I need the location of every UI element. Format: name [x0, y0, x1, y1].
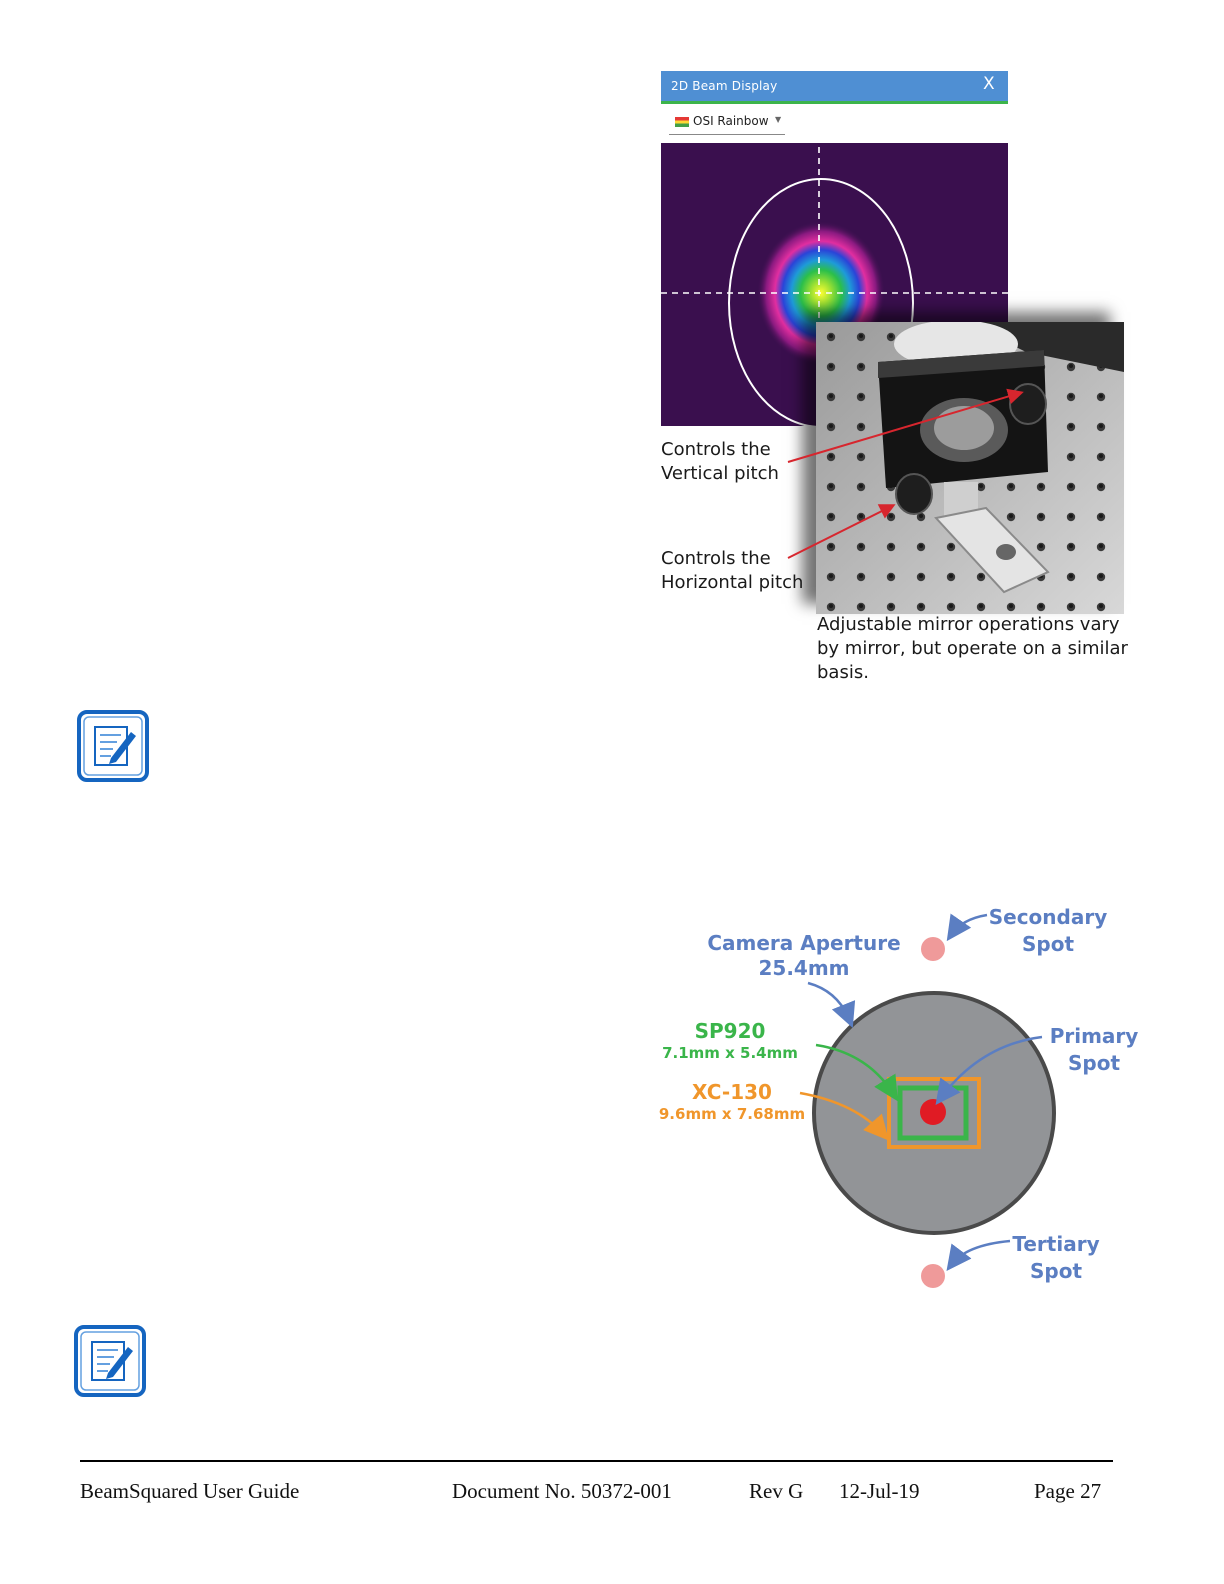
caption-line: basis.: [817, 662, 869, 683]
xc130-label: XC-130: [692, 1080, 772, 1104]
beam-display-titlebar: [661, 71, 1008, 104]
xc130-size: 9.6mm x 7.68mm: [658, 1105, 806, 1123]
footer-document-number: Document No. 50372-001: [452, 1479, 672, 1503]
caption-line: Horizontal pitch: [661, 572, 804, 593]
vertical-pitch-caption: [661, 438, 811, 486]
tertiary-spot: [921, 1264, 945, 1288]
vertical-pitch-arrow: [788, 393, 1020, 462]
secondary-spot-arrow: [951, 915, 987, 935]
tertiary-spot-label: Tertiary: [1012, 1232, 1100, 1256]
primary-spot-label: Primary: [1049, 1024, 1139, 1048]
aperture-size: 25.4mm: [758, 956, 850, 980]
caption-line: by mirror, but operate on a similar: [817, 638, 1128, 659]
footer-page-number: Page 27: [1034, 1479, 1102, 1503]
beam-display-title: 2D Beam Display: [671, 79, 778, 93]
footer-divider: [80, 1460, 1113, 1462]
footer-revision: Rev G: [749, 1479, 804, 1503]
palette-swatch-icon: [675, 117, 689, 127]
primary-spot: [920, 1099, 946, 1125]
aperture-arrow: [808, 983, 850, 1021]
sp920-size: 7.1mm x 5.4mm: [662, 1044, 798, 1062]
caption-line: Vertical pitch: [661, 463, 779, 484]
close-icon[interactable]: X: [983, 74, 995, 94]
sp920-label: SP920: [694, 1019, 766, 1043]
aperture-label: Camera Aperture: [707, 931, 901, 955]
horizontal-pitch-caption: [661, 547, 811, 595]
footer-guide-title: BeamSquared User Guide: [80, 1479, 300, 1503]
caption-line: Controls the: [661, 548, 771, 569]
palette-selected-value: OSI Rainbow: [693, 114, 769, 128]
mirror-caption: [817, 613, 1147, 685]
camera-aperture-diagram: [640, 895, 1160, 1305]
palette-dropdown[interactable]: [669, 110, 785, 135]
secondary-spot-label: Spot: [1021, 932, 1075, 956]
footer-date: 12-Jul-19: [839, 1479, 920, 1503]
tertiary-spot-arrow: [951, 1241, 1010, 1265]
secondary-spot: [921, 937, 945, 961]
secondary-spot-label: Secondary: [988, 905, 1108, 929]
tertiary-spot-label: Spot: [1029, 1259, 1083, 1283]
chevron-down-icon: ▼: [775, 115, 782, 124]
primary-spot-label: Spot: [1067, 1051, 1121, 1075]
pitch-pointer-arrows: [780, 380, 1040, 580]
caption-line: Controls the: [661, 439, 771, 460]
caption-line: Adjustable mirror operations vary: [817, 614, 1120, 635]
note-icon: [77, 710, 149, 782]
note-icon: [74, 1325, 146, 1397]
